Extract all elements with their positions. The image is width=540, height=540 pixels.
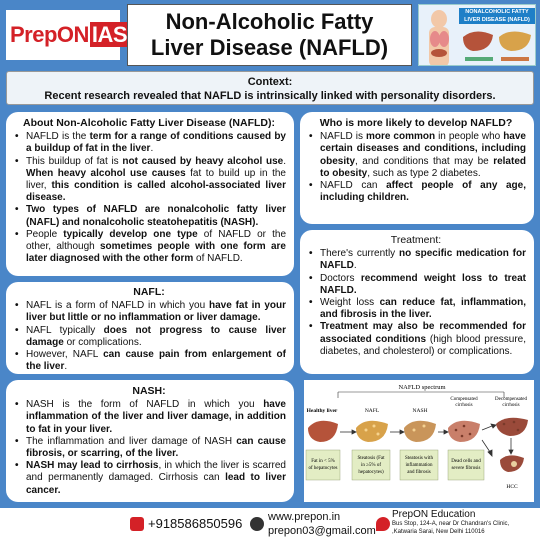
about-card [6,112,294,276]
globe-icon [250,517,264,531]
footer-web[interactable]: www.prepon.in [268,511,341,523]
bullet-item: • This buildup of fat is not caused by heavy alcohol use. When heavy alcohol use causes fat to build up in the liver, this condition is called alcohol-associated liver disease. [12,156,286,205]
bullet-item: • People typically develop one type of NAFLD or the other, although sometimes people with one form are later diagnosed with the other form of NAFLD. [12,229,286,266]
bullet-item: • NASH is the form of NAFLD in which you have inflammation of the liver and liver damage, in addition to fat in your liver. [12,399,286,436]
bullet-item: • There's currently no specific medication for NAFLD. [306,248,526,272]
treatment-title: Treatment: [390,234,442,246]
stage-nafl: NAFL [364,408,380,414]
nash-list [12,399,286,497]
stage-healthy: Healthy liver [306,408,338,414]
stage-compensated: Compensated cirrhosis [450,397,478,408]
hero-title: NONALCOHOLIC FATTY LIVER DISEASE (NAFLD) [459,8,535,24]
bullet-item: • Weight loss can reduce fat, inflammation, and fibrosis in the liver. [306,297,526,321]
context-box [6,71,534,105]
bullet-item: • However, NAFL can cause pain from enlargement of the liver. [12,349,286,373]
bullet-item: • NAFL typically does not progress to cause liver damage or complications. [12,325,286,349]
liver-nash-icon [404,421,436,442]
logo-text: PrepON IAS [10,22,128,47]
spectrum-title: NAFLD spectrum [398,384,446,391]
page-title [127,4,412,66]
footer-org: PrepON Education [392,509,476,520]
stage-nash: NASH [412,408,428,414]
bullet-item: • NAFLD is the term for a range of conditions caused by a buildup of fat in the liver. [12,131,286,155]
nash-card [6,380,294,502]
who-card [300,112,534,224]
liver-decomp-icon [496,418,528,436]
who-list [306,131,526,204]
bullet-item: • NAFLD can affect people of any age, including children. [306,180,526,204]
phone-icon [130,517,144,531]
about-list [12,131,286,265]
nafl-card [6,282,294,374]
nafl-title: NAFL: [133,286,165,298]
bullet-item: • The inflammation and liver damage of NASH can cause fibrosis, or scarring, of the liver. [12,436,286,460]
bullet-item: • NAFLD is more common in people who have certain diseases and conditions, including obesity, and conditions that may be related to obesity, such as type 2 diabetes. [306,131,526,180]
bullet-item: • Doctors recommend weight loss to treat NAFLD. [306,273,526,297]
footer-phone[interactable]: +918586850596 [148,516,243,531]
box-nafl: Steatosis (Fat in ≥5% of hepatocytes) [357,456,385,475]
box-nash: Steatosis with inflammation and fibrosis [405,456,433,475]
footer-address-1: Bus Stop, 124-A, near Dr Chandran's Clinic, [392,521,510,527]
hero-image [418,4,536,66]
bullet-item: • Treatment may also be recommended for associated conditions (high blood pressure, diabetes, and cholesterol) or complications. [306,321,526,358]
footer-email[interactable]: prepon03@gmail.com [268,525,376,537]
nafl-list [12,300,286,373]
brand-logo [6,10,128,60]
nafld-spectrum-diagram [304,380,534,502]
bullet-item: • Two types of NAFLD are nonalcoholic fatty liver (NAFL) and nonalcoholic steatohepatitis (NASH). [12,204,286,228]
bullet-item: • NASH may lead to cirrhosis, in which the liver is scarred and permanently damaged. Cirrhosis can lead to liver cancer. [12,460,286,497]
treatment-list [306,248,526,358]
stage-decompensated: Decompensated cirrhosis [495,397,527,408]
treatment-card [300,230,534,374]
stage-hcc: HCC [506,484,518,490]
box-healthy: Fat in < 5% of hepatocytes [308,459,338,471]
footer-address-2: ,Katwaria Sarai, New Delhi 110016 [392,529,485,535]
liver-healthy-icon [308,421,338,442]
context-text: Recent research revealed that NAFLD is intrinsically linked with personality disorders. [44,90,496,102]
context-label: Context: [247,76,293,88]
liver-nafl-icon [356,421,388,442]
nash-title: NASH: [132,385,166,397]
title-line-2: Liver Disease (NAFLD) [150,35,389,60]
who-title: Who is more likely to develop NAFLD? [319,117,513,129]
footer [0,508,540,540]
title-line-1: Non-Alcoholic Fatty [165,9,374,34]
bullet-item: • NAFL is a form of NAFLD in which you have fat in your liver but little or no inflammation or liver damage. [12,300,286,324]
box-cirrhosis: Dead cells and severe fibrosis [451,459,481,471]
liver-cirrhosis-icon [448,421,480,442]
location-pin-icon [376,517,390,531]
about-title: About Non-Alcoholic Fatty Liver Disease (NAFLD): [22,117,275,129]
